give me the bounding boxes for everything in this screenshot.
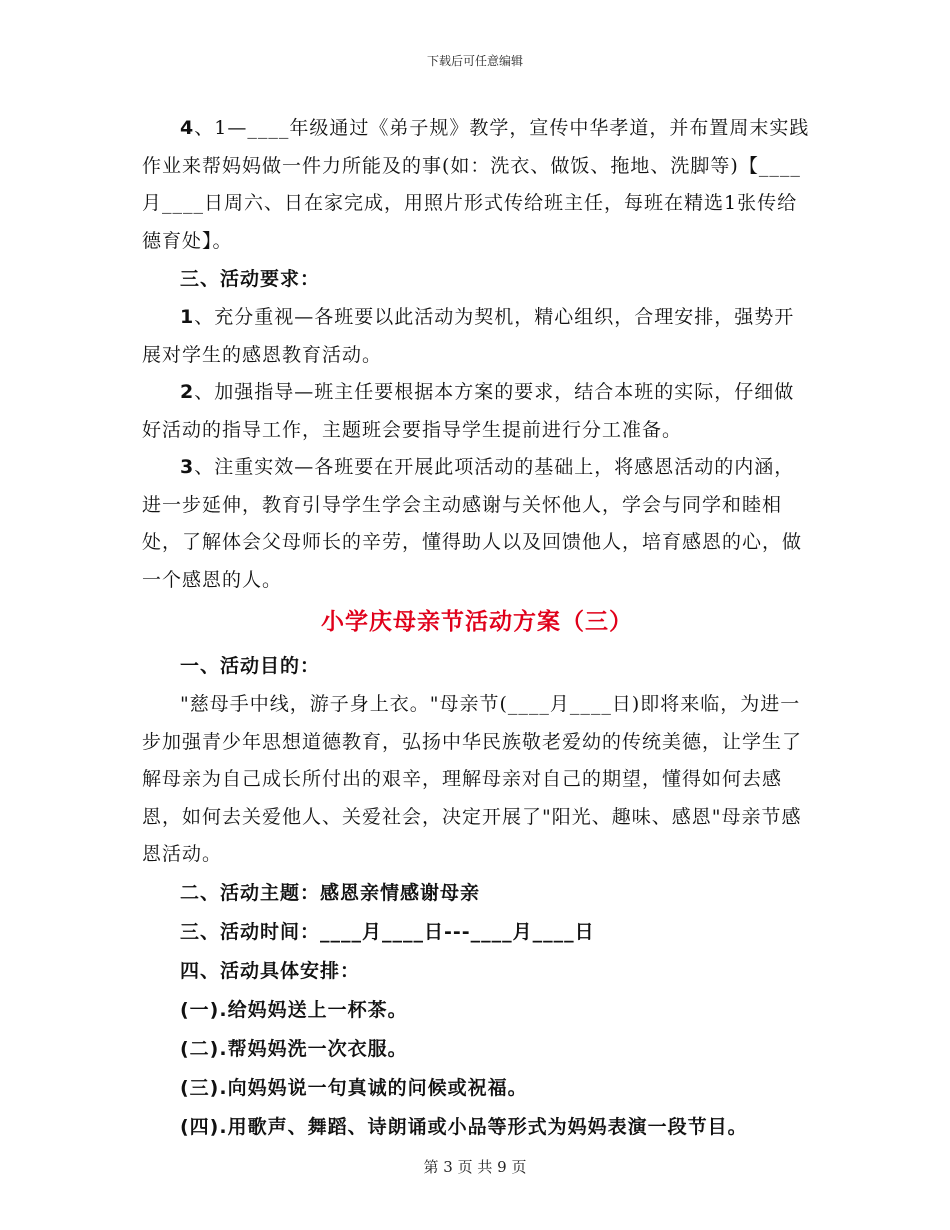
- section-heading: 三、活动要求：: [180, 268, 321, 290]
- arrangement-item: (一).给妈妈送上一杯茶。: [180, 998, 408, 1021]
- arrangement-item: (四).用歌声、舞蹈、诗朗诵或小品等形式为妈妈表演一段节目。: [180, 1115, 748, 1138]
- item-text: 、1—____年级通过《弟子规》教学，宣传中华孝道，并布置周末实践作业来帮妈妈做一件力所能及的事(如：洗衣、做饭、拖地、洗脚等)【____月____日周六、日在家完成，用照片形式传给班主任，每班在精选1张传给德育处】。: [142, 117, 810, 252]
- item-text: 、充分重视—各班要以此活动为契机，精心组织，合理安排，强势开展对学生的感恩教育活动。: [142, 306, 795, 366]
- page-footer: 第 3 页 共 9 页: [423, 1158, 527, 1176]
- requirement-1: [142, 299, 812, 374]
- arrangement-item: (二).帮妈妈洗一次衣服。: [180, 1037, 408, 1060]
- item-4-paragraph: [142, 110, 812, 260]
- document-title: 小学庆母亲节活动方案（三）: [321, 609, 633, 635]
- requirement-3: [142, 449, 812, 599]
- arrangement-item: (三).向妈妈说一句真诚的问候或祝福。: [180, 1076, 528, 1099]
- item-number: 2: [180, 381, 195, 403]
- item-text: 、注重实效—各班要在开展此项活动的基础上，将感恩活动的内涵，进一步延伸，教育引导学生学会主动感谢与关怀他人，学会与同学和睦相处，了解体会父母师长的辛劳，懂得助人以及回馈他人，培育感恩的心，做一个感恩的人。: [142, 456, 803, 591]
- purpose-paragraph: "慈母手中线，游子身上衣。"母亲节(____月____日)即将来临，为进一步加强青少年思想道德教育，弘扬中华民族敬老爱幼的传统美德，让学生了解母亲为自己成长所付出的艰辛，理解母亲对自己的期望，懂得如何去感恩，如何去关爱他人、关爱社会，决定开展了"阳光、趣味、感恩"母亲节感恩活动。: [142, 693, 803, 865]
- time-heading: 三、活动时间：____月____日---____月____日: [180, 920, 595, 943]
- page-header: 下载后可任意编辑: [426, 54, 523, 68]
- item-text: 、加强指导—班主任要根据本方案的要求，结合本班的实际，仔细做好活动的指导工作，主题班会要指导学生提前进行分工准备。: [142, 381, 795, 441]
- document-body: [142, 110, 812, 1147]
- requirement-2: [142, 374, 812, 449]
- item-number: 1: [180, 306, 195, 328]
- arrangement-heading: 四、活动具体安排：: [180, 959, 361, 982]
- theme-heading: 二、活动主题：感恩亲情感谢母亲: [180, 881, 481, 904]
- item-number: 4: [180, 117, 195, 139]
- item-number: 3: [180, 456, 195, 478]
- section-heading: 一、活动目的：: [180, 655, 321, 677]
